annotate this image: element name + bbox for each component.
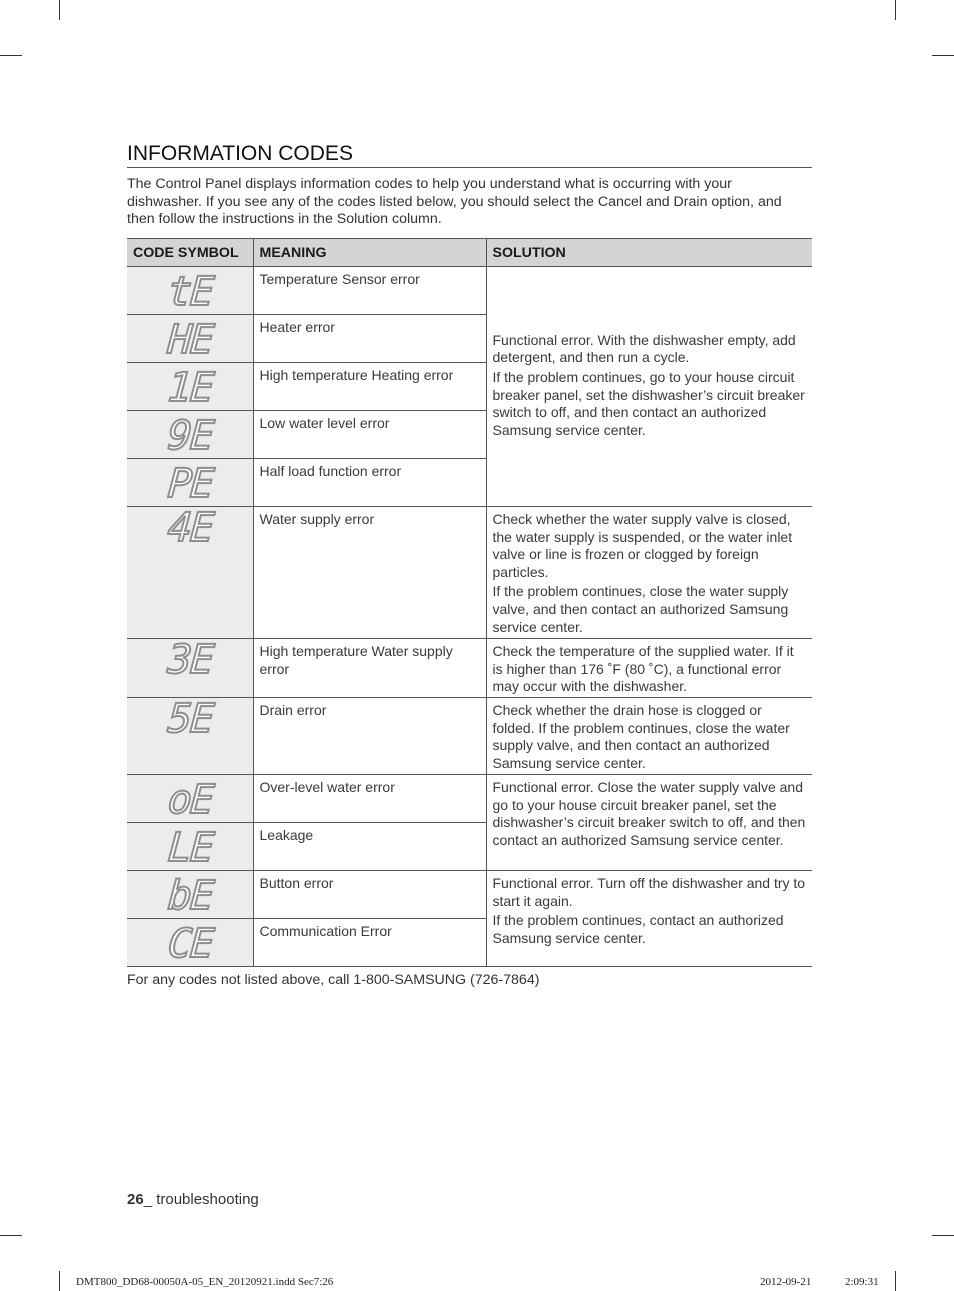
code-symbol: PE (166, 460, 214, 507)
code-symbol: tE (166, 268, 214, 315)
code-symbol: 4E (166, 505, 214, 551)
page-title: INFORMATION CODES (127, 142, 812, 168)
meaning-cell: High temperature Heating error (253, 363, 486, 411)
code-symbol-cell (127, 823, 253, 871)
code-symbol-cell (127, 267, 253, 315)
information-codes-table (127, 238, 812, 967)
solution-cell (486, 267, 812, 507)
slug-date: 2012-09-21 (760, 1276, 812, 1288)
solution-text: If the problem continues, close the water supply valve, and then contact an authorized Samsung service center. (492, 583, 789, 635)
meaning-cell: Drain error (253, 698, 486, 775)
solution-text: Functional error. Turn off the dishwasher and try to start it again. (492, 875, 806, 909)
table-row (127, 698, 812, 775)
code-symbol: 3E (166, 637, 214, 684)
meaning-cell: Low water level error (253, 411, 486, 459)
code-symbol-cell (127, 698, 253, 775)
solution-text: If the problem continues, go to your house circuit breaker panel, set the dishwasher’s circuit breaker switch to off, and then contact an authorized Samsung service center. (492, 368, 805, 438)
crop-mark (0, 1235, 22, 1236)
code-symbol-cell (127, 639, 253, 698)
code-symbol: bE (166, 872, 214, 919)
table-row (127, 775, 812, 823)
solution-cell (486, 507, 812, 639)
meaning-cell: Temperature Sensor error (253, 267, 486, 315)
solution-text: Functional error. With the dishwasher empty, add detergent, and then run a cycle. (492, 331, 796, 366)
crop-mark (59, 0, 60, 20)
table-row (127, 639, 812, 698)
intro-paragraph: The Control Panel displays information codes to help you understand what is occurring with your dishwasher. If you see any of the codes listed below, you should select the Cancel and Drain option, and then follow the instructions in the Solution column. (127, 176, 782, 227)
header-meaning: MEANING (253, 239, 486, 267)
crop-mark (932, 55, 954, 56)
code-symbol-cell (127, 871, 253, 919)
table-header-row (127, 239, 812, 267)
crop-mark (932, 1235, 954, 1236)
meaning-cell: Button error (253, 871, 486, 919)
table-row (127, 871, 812, 919)
code-symbol-cell (127, 411, 253, 459)
header-code-symbol: CODE SYMBOL (127, 239, 253, 267)
header-solution: SOLUTION (486, 239, 812, 267)
table-row (127, 267, 812, 315)
meaning-cell: Over-level water error (253, 775, 486, 823)
meaning-cell: Water supply error (253, 507, 486, 639)
code-symbol-cell (127, 775, 253, 823)
slug-time: 2:09:31 (845, 1276, 879, 1288)
code-symbol-cell (127, 507, 253, 639)
code-symbol: HE (166, 316, 214, 363)
crop-mark (895, 0, 896, 20)
code-symbol: LE (166, 824, 214, 871)
code-symbol-cell (127, 919, 253, 967)
solution-cell: Check the temperature of the supplied water. If it is higher than 176 ˚F (80 ˚C), a functional error may occur with the dishwasher. (486, 639, 812, 698)
solution-text: Check whether the water supply valve is closed, the water supply is suspended, or the water inlet valve or line is frozen or clogged by foreign particles. (492, 511, 793, 580)
page-footer (127, 1191, 259, 1208)
code-symbol: 9E (166, 412, 214, 459)
meaning-cell: Leakage (253, 823, 486, 871)
solution-cell: Check whether the drain hose is clogged or folded. If the problem continues, close the water supply valve, and then contact an authorized Samsung service center. (486, 698, 812, 775)
solution-cell (486, 871, 812, 967)
code-symbol-cell (127, 363, 253, 411)
code-symbol: 5E (166, 696, 214, 743)
crop-mark (59, 1271, 60, 1291)
meaning-cell: Heater error (253, 315, 486, 363)
page-number: 26 (127, 1191, 144, 1208)
solution-cell: Functional error. Close the water supply valve and go to your house circuit breaker panel, set the dishwasher’s circuit breaker switch to off, and then contact an authorized Samsung service center. (486, 775, 812, 871)
code-symbol-cell (127, 315, 253, 363)
section-name: _ troubleshooting (143, 1191, 259, 1208)
footnote: For any codes not listed above, call 1-800-SAMSUNG (726-7864) (127, 972, 540, 988)
meaning-cell: High temperature Water supply error (253, 639, 486, 698)
code-symbol: 1E (166, 364, 214, 411)
table-row (127, 507, 812, 639)
crop-mark (0, 55, 22, 56)
solution-text: If the problem continues, contact an authorized Samsung service center. (492, 912, 784, 946)
meaning-cell: Communication Error (253, 919, 486, 967)
code-symbol: oE (166, 776, 214, 823)
crop-mark (895, 1271, 896, 1291)
code-symbol: CE (166, 920, 214, 967)
meaning-cell: Half load function error (253, 459, 486, 507)
code-symbol-cell (127, 459, 253, 507)
slug-file: DMT800_DD68-00050A-05_EN_20120921.indd Sec7:26 (76, 1276, 334, 1288)
